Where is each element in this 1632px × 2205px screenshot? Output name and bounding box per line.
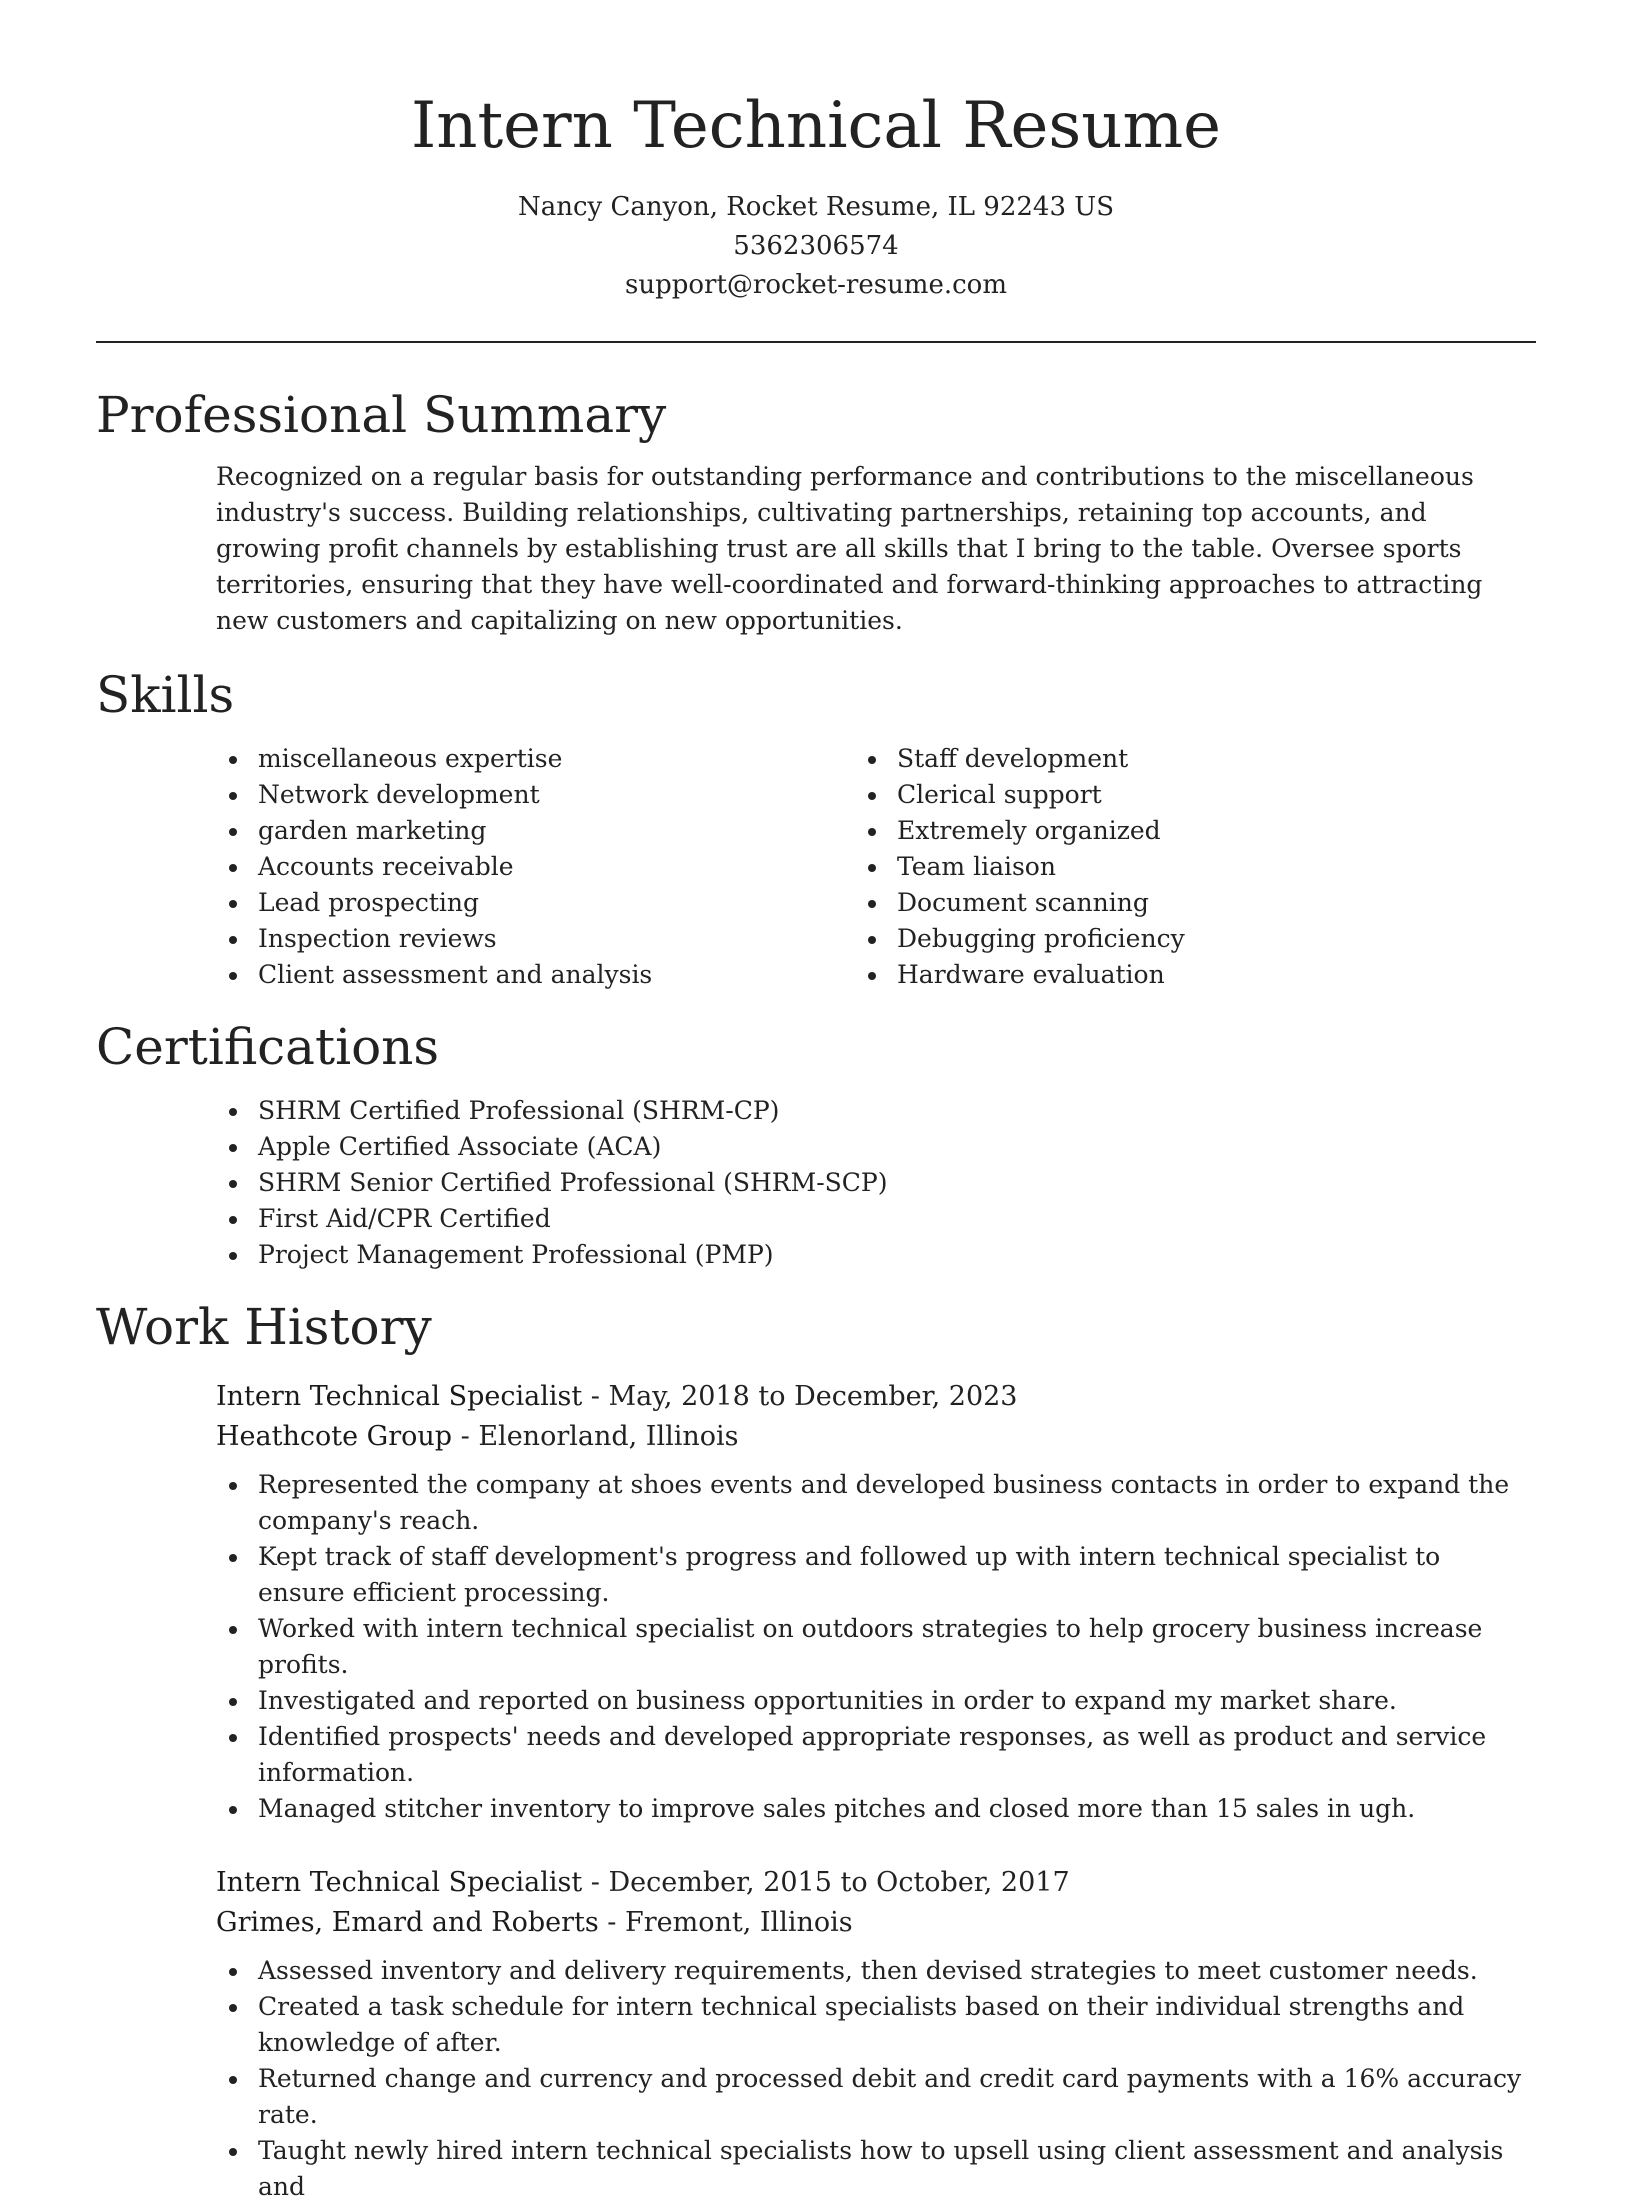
job-duty: Identified prospects' needs and developed appropriate responses, as well as product and service information. <box>258 1719 1536 1791</box>
skill-item: Inspection reviews <box>258 921 897 957</box>
certification-item: SHRM Senior Certified Professional (SHRM-SCP) <box>258 1165 1536 1201</box>
job-duty: Worked with intern technical specialist on outdoors strategies to help grocery business increase profits. <box>258 1611 1536 1683</box>
skill-item: Accounts receivable <box>258 849 897 885</box>
skills-list <box>96 741 1536 993</box>
job-location: - Fremont, Illinois <box>598 1907 853 1938</box>
job-title-line <box>216 1863 1536 1903</box>
certification-item: Project Management Professional (PMP) <box>258 1237 1536 1273</box>
job-company-line <box>216 1417 1536 1457</box>
job-entry <box>216 1863 1536 2205</box>
job-duty: Managed stitcher inventory to improve sales pitches and closed more than 15 sales in ugh. <box>258 1791 1536 1827</box>
job-duties-list <box>258 1467 1536 1827</box>
certifications-heading: Certifications <box>96 1018 440 1076</box>
job-entry <box>216 1377 1536 1827</box>
skill-item: Staff development <box>897 741 1536 777</box>
skill-item: Hardware evaluation <box>897 957 1536 993</box>
job-duty: Created a task schedule for intern technical specialists based on their individual strengths and knowledge of after. <box>258 1989 1536 2061</box>
certifications-list <box>258 1093 1536 1273</box>
job-duty: Taught newly hired intern technical specialists how to upsell using client assessment and analysis and <box>258 2133 1536 2205</box>
skill-item: Team liaison <box>897 849 1536 885</box>
certification-item: SHRM Certified Professional (SHRM-CP) <box>258 1093 1536 1129</box>
contact-phone: 5362306574 <box>733 231 899 261</box>
job-title-line <box>216 1377 1536 1417</box>
skill-item: Client assessment and analysis <box>258 957 897 993</box>
resume-title: Intern Technical Resume <box>410 89 1222 163</box>
contact-email: support@rocket-resume.com <box>624 270 1007 300</box>
job-duty: Investigated and reported on business opportunities in order to expand my market share. <box>258 1683 1536 1719</box>
skill-item: Lead prospecting <box>258 885 897 921</box>
skill-item: Network development <box>258 777 897 813</box>
skill-item: Extremely organized <box>897 813 1536 849</box>
job-title: Intern Technical Specialist <box>216 1867 583 1898</box>
job-duties-list <box>258 1953 1536 2205</box>
skills-column-right <box>897 741 1536 993</box>
job-duty: Kept track of staff development's progress and followed up with intern technical specialist to ensure efficient processing. <box>258 1539 1536 1611</box>
job-duty: Assessed inventory and delivery requirements, then devised strategies to meet customer needs. <box>258 1953 1536 1989</box>
job-dates: - December, 2015 to October, 2017 <box>582 1867 1070 1898</box>
skill-item: Document scanning <box>897 885 1536 921</box>
job-location: - Elenorland, Illinois <box>452 1421 739 1452</box>
work-history-heading: Work History <box>96 1298 432 1356</box>
job-dates: - May, 2018 to December, 2023 <box>582 1381 1018 1412</box>
certification-item: Apple Certified Associate (ACA) <box>258 1129 1536 1165</box>
contact-address: Nancy Canyon, Rocket Resume, IL 92243 US <box>517 192 1115 222</box>
skill-item: garden marketing <box>258 813 897 849</box>
skill-item: Debugging proficiency <box>897 921 1536 957</box>
certification-item: First Aid/CPR Certified <box>258 1201 1536 1237</box>
skill-item: Clerical support <box>897 777 1536 813</box>
skills-heading: Skills <box>96 666 235 724</box>
contact-block <box>96 188 1536 305</box>
summary-heading: Professional Summary <box>96 386 667 444</box>
job-duty: Represented the company at shoes events and developed business contacts in order to expand the company's reach. <box>258 1467 1536 1539</box>
job-title: Intern Technical Specialist <box>216 1381 583 1412</box>
job-company-line <box>216 1903 1536 1943</box>
header-divider <box>96 341 1536 343</box>
skills-column-left <box>258 741 897 993</box>
job-duty: Returned change and currency and processed debit and credit card payments with a 16% accuracy rate. <box>258 2061 1536 2133</box>
job-company: Grimes, Emard and Roberts <box>216 1907 599 1938</box>
summary-text: Recognized on a regular basis for outstanding performance and contributions to the miscellaneous industry's success. Building relationships, cultivating partnerships, retaining top accounts, and growing profit channels by establishing trust are all skills that I bring to the table. Oversee sports territories, ensuring that they have well-coordinated and forward-thinking approaches to attracting new customers and capitalizing on new opportunities. <box>216 462 1483 635</box>
skill-item: miscellaneous expertise <box>258 741 897 777</box>
job-company: Heathcote Group <box>216 1421 453 1452</box>
